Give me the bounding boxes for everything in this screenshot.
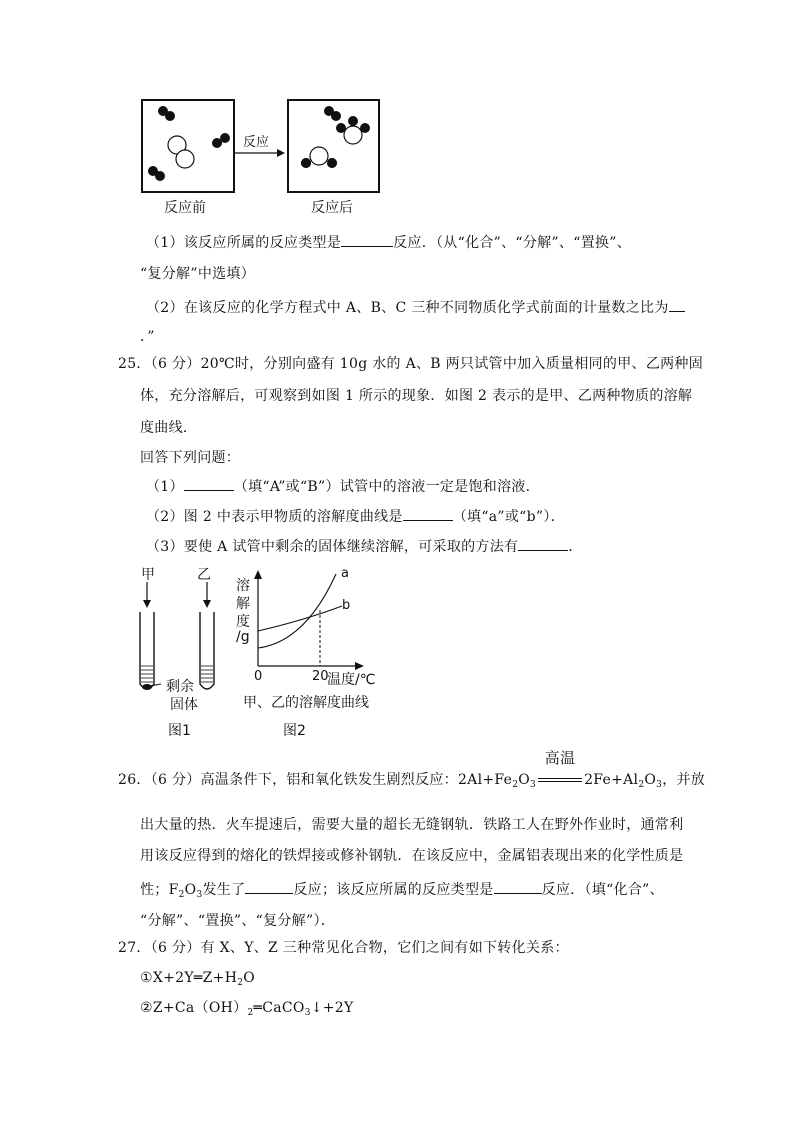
q26-blank-2[interactable] xyxy=(494,879,542,894)
q25-blank-2[interactable] xyxy=(403,506,453,521)
arrow-label: 反应 xyxy=(243,135,270,150)
q25-stem-2: 体，充分溶解后，可观察到如图 1 所示的现象．如图 2 表示的是甲、乙两种物质的溶解 xyxy=(140,388,693,404)
y-label-3: 度 xyxy=(236,614,250,630)
q26-line-4: 性；$F_2O_3$发生了 反应；该反应所属的反应类型是 反应．（填“化合”、 xyxy=(140,879,664,905)
curve-b-label: b xyxy=(342,598,351,613)
residue-label-1: 剩余 xyxy=(166,679,194,695)
before-box xyxy=(141,99,235,193)
tube-a-label: 甲 xyxy=(141,567,155,583)
q26-line-2: 出大量的热．火车提速后，需要大量的超长无缝钢轨．铁路工人在野外作业时，通常利 xyxy=(140,817,684,833)
curve-a-label: a xyxy=(341,566,349,581)
q24-part1: （1）该反应所属的反应类型是 反应．（从“化合”、“分解”、“置换”、 xyxy=(146,232,631,253)
y-label-4: /g xyxy=(236,629,250,645)
q24-blank-2[interactable] xyxy=(669,297,685,312)
before-label: 反应前 xyxy=(164,200,206,216)
q25-blank-1[interactable] xyxy=(184,476,234,491)
q25-blank-3[interactable] xyxy=(518,536,568,551)
q25-sub-3: （3）要使 A 试管中剩余的固体继续溶解，可采取的方法有 ． xyxy=(146,536,583,557)
x-label: 温度/℃ xyxy=(327,672,376,688)
q26-line-5: “分解”、“置换”、“复分解”）． xyxy=(140,913,336,929)
solubility-chart xyxy=(250,570,370,670)
q26-stem: 26．（6 分）高温条件下，铝和氧化铁发生剧烈反应：$2Al+Fe_2O_3$ 高温 $2Fe+Al_2O_3$，并放 xyxy=(118,749,706,790)
q25-stem-1: 25．（6 分）20℃时，分别向盛有 10g 水的 A、B 两只试管中加入质量相同的甲、乙两种固 xyxy=(118,356,704,372)
x-tick-20: 20 xyxy=(312,669,329,684)
fig2-caption: 图2 xyxy=(283,723,306,739)
q26-condition-sign: 高温 xyxy=(536,770,584,790)
q24-part1-cont: “复分解”中选填） xyxy=(140,266,256,282)
curve-a xyxy=(258,574,336,648)
fig1-caption: 图1 xyxy=(168,723,191,739)
q25-prompt: 回答下列问题： xyxy=(140,450,241,466)
q27-stem: 27．（6 分）有 X、Y、Z 三种常见化合物，它们之间有如下转化关系： xyxy=(118,940,569,956)
q27-eq-2: $②Z+Ca(OH)_2═CaCO_3↓+2Y$ xyxy=(140,1000,354,1018)
q27-eq-1: $①X+2Y═Z+H_2O$ xyxy=(140,970,256,988)
chart-title: 甲、乙的溶解度曲线 xyxy=(243,695,369,711)
after-particles xyxy=(289,101,378,191)
residue-label-2: 固体 xyxy=(170,697,198,713)
y-label-2: 解 xyxy=(236,596,250,612)
q26-blank-1[interactable] xyxy=(245,879,293,894)
q26-line-3: 用该反应得到的熔化的铁焊接或修补钢轨．在该反应中，金属铝表现出来的化学性质是 xyxy=(140,848,684,864)
origin-label: 0 xyxy=(254,669,263,684)
q24-part2-cont: ．” xyxy=(140,329,155,345)
q25-sub-2: （2）图 2 中表示甲物质的溶解度曲线是 （填“a”或“b”）． xyxy=(146,506,565,527)
q25-stem-3: 度曲线． xyxy=(140,420,198,436)
after-label: 反应后 xyxy=(311,200,353,216)
y-label-1: 溶 xyxy=(236,578,250,594)
q25-sub-1: （1） （填“A”或“B”）试管中的溶液一定是饱和溶液． xyxy=(146,476,540,497)
tube-b-label: 乙 xyxy=(197,567,211,583)
before-particles xyxy=(143,101,233,191)
q24-part2: （2）在该反应的化学方程式中 A、B、C 三种不同物质化学式前面的计量数之比为 xyxy=(146,297,685,318)
after-box xyxy=(287,99,380,193)
q24-blank-1[interactable] xyxy=(341,232,393,247)
